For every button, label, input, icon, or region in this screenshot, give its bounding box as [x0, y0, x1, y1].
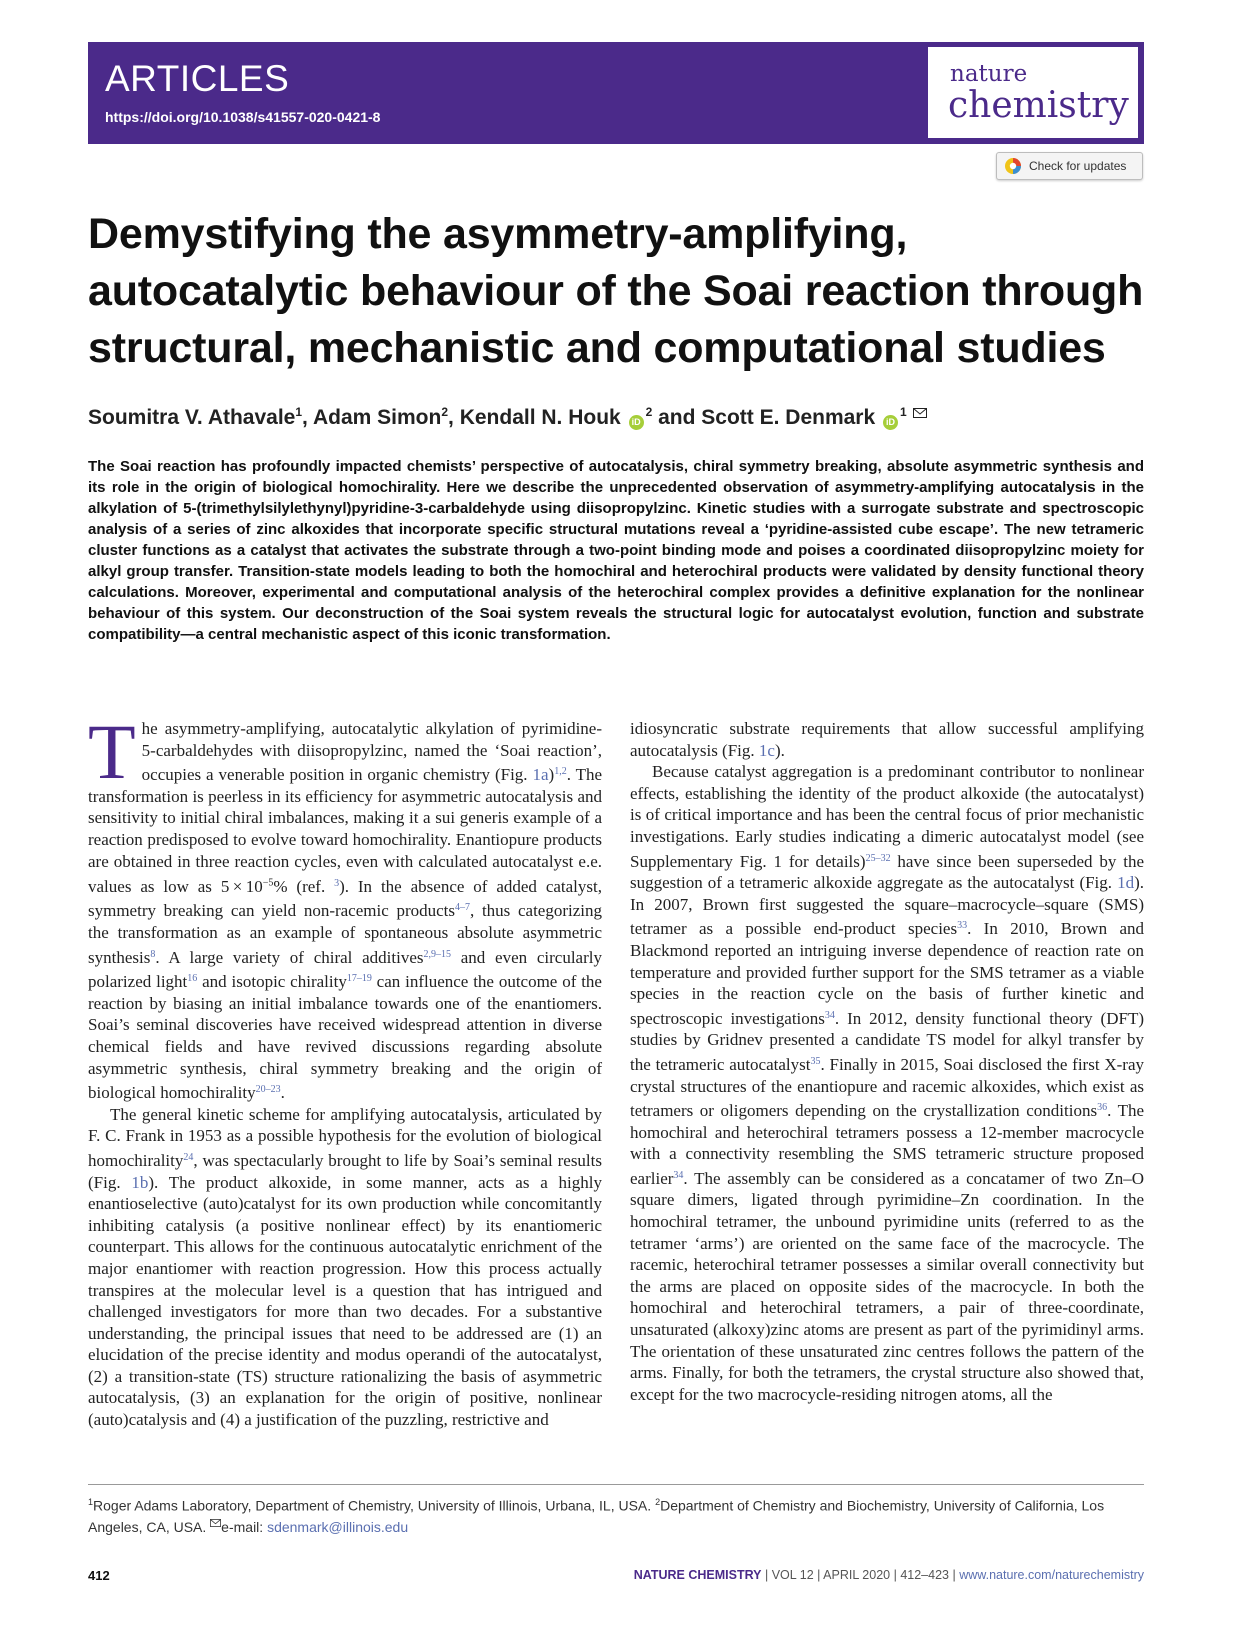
body-text: . The homochiral and heterochiral tetramers possess a 12-member macrocycle with a connectivity resembling the SMS tetrameric structure proposed earlier — [630, 1101, 1144, 1188]
citation-link[interactable]: 35 — [810, 1055, 821, 1067]
citation-link[interactable]: 4–7 — [455, 902, 471, 914]
affiliations-footnote: $^1$Roger Adams Laboratory, Department of Chemistry, University of Illinois, Urbana, IL, USA. $^2$Department of Chemistry and Biochemistry, University of California, Los Angeles, CA, USA. e-mail: sdenmark@illinois.edu — [88, 1497, 1105, 1535]
journal-footer: NATURE CHEMISTRY | VOL 12 | APRIL 2020 | 412–423 | www.nature.com/naturechemistry — [633, 1568, 1144, 1582]
author-name[interactable]: Soumitra V. Athavale — [88, 406, 296, 429]
body-text: . — [280, 1083, 285, 1103]
body-text: ). — [774, 740, 785, 760]
body-text: . Finally in 2015, Soai disclosed the first X-ray crystal structures of the enantiopure and racemic alkoxides, which exist as tetramers or oligomers depending on the crystallization conditions — [630, 1054, 1144, 1121]
citation-link[interactable]: 33 — [957, 920, 968, 932]
body-paragraph — [630, 761, 1144, 1405]
body-text: . In 2010, Brown and Blackmond reported an intriguing inverse dependence of reaction rate on temperature and provided further support for the SMS tetramer as a viable species in the reaction cycle on the basis of further kinetic and spectroscopic investigations — [630, 919, 1144, 1028]
doi-link[interactable]: https://doi.org/10.1038/s41557-020-0421-8 — [105, 109, 381, 125]
footer-pages: 412–423 — [900, 1568, 949, 1582]
figure-link[interactable]: 1a — [532, 765, 549, 785]
citation-link[interactable]: 8 — [150, 948, 156, 960]
affiliation-1: Roger Adams Laboratory, Department of Chemistry, University of Illinois, Urbana, IL, USA. — [93, 1497, 656, 1514]
author-name[interactable]: Adam Simon — [312, 406, 442, 429]
author-affiliation: 1 — [295, 405, 303, 419]
author-name[interactable]: Kendall N. Houk — [459, 406, 621, 429]
abstract: The Soai reaction has profoundly impacted chemists’ perspective of autocatalysis, chiral symmetry breaking, absolute asymmetric synthesis and its role in the origin of biological homochirality. Here we describe the unprecedented observation of asymmetry-amplifying autocatalysis in the alkylation of 5-(trimethylsilylethynyl)pyridine-3-carbaldehyde using diisopropylzinc. Kinetic studies with a surrogate substrate and spectroscopic analysis of a series of zinc alkoxides that incorporate specific structural mutations reveal a ‘pyridine-assisted cube escape’. The new tetrameric cluster functions as a catalyst that activates the substrate through a two-point binding mode and poises a coordinated diisopropylzinc moiety for alkyl group transfer. Transition-state models leading to both the homochiral and heterochiral products were validated by density functional theory calculations. Moreover, experimental and computational analysis of the heterochiral complex provides a definitive explanation for the nonlinear behaviour of this system. Our deconstruction of the Soai system reveals the structural logic for autocatalyst evolution, function and substrate compatibility—a central mechanistic aspect of this iconic transformation. — [88, 458, 1144, 643]
citation-link[interactable]: 1,2 — [554, 766, 567, 778]
citation-link[interactable]: 34 — [824, 1009, 835, 1021]
figure-link[interactable]: 1b — [131, 1172, 149, 1192]
body-text: % (ref. — [273, 876, 335, 896]
body-paragraph — [88, 708, 603, 1104]
body-text: and even circularly polarized light — [88, 947, 602, 992]
citation-link[interactable]: 2,9–15 — [423, 948, 452, 960]
check-updates-button[interactable] — [996, 152, 1143, 180]
author-list: Soumitra V. Athavale$^1$, Adam Simon$^2$, Kendall N. Houk $iD^2$ and Scott E. Denmark $iD^1$ — [88, 405, 1148, 430]
body-text: ). In the absence of added catalyst, symmetry breaking can yield non-racemic products — [88, 876, 602, 921]
footnote-divider — [88, 1484, 1144, 1485]
citation-link[interactable]: 25–32 — [865, 852, 891, 864]
journal-logo-line2: chemistry — [948, 85, 1129, 126]
email-link[interactable]: sdenmark@illinois.edu — [267, 1518, 409, 1535]
journal-logo-line1: nature — [950, 61, 1028, 87]
figure-link[interactable]: 1c — [758, 740, 775, 760]
citation-link[interactable]: 3 — [334, 877, 340, 889]
figure-link[interactable]: 1d — [1117, 873, 1135, 893]
body-text: idiosyncratic substrate requirements that allow successful amplifying autocatalysis (Fig. — [630, 719, 1144, 760]
page-number: 412 — [88, 1568, 110, 1583]
footer-volume: VOL 12 — [771, 1568, 814, 1582]
author-affiliation: 2 — [441, 405, 448, 419]
superscript: −5 — [262, 877, 274, 889]
citation-link[interactable]: 34 — [673, 1169, 684, 1181]
body-text: , thus categorizing the transformation as an example of spontaneous absolute asymmetric synthesis — [88, 901, 603, 967]
check-updates-label: Check for updates — [1029, 159, 1127, 173]
body-text: and isotopic chirality — [197, 972, 347, 992]
citation-link[interactable]: 36 — [1097, 1102, 1108, 1114]
article-title: Demystifying the asymmetry-amplifying, autocatalytic behaviour of the Soai reaction through structural, mechanistic and computational studies — [88, 210, 1144, 372]
footer-date: APRIL 2020 — [823, 1568, 891, 1582]
drop-cap: T — [88, 708, 136, 795]
citation-link[interactable]: 16 — [187, 973, 198, 985]
body-text: , was spectacularly brought to life by Soai’s seminal results (Fig. — [88, 1150, 602, 1192]
envelope-icon[interactable] — [913, 408, 927, 418]
body-text: . The assembly can be considered as a concatamer of two Zn–O square dimers, ligated through pyrimidine–Zn coordination. In the homochiral tetramer, the unbound pyrimidine units (referred to as the tetramer ‘arms’) are oriented on the same face of the macrocycle. The racemic, heterochiral tetramer possesses a similar overall connectivity but the arms are placed on opposite sides of the macrocycle. In both the homochiral and heterochiral tetramers, a pair of three-coordinate, unsaturated (alkoxy)zinc atoms are present as part of the pyrimidinyl arms. The orientation of these unsaturated zinc centres follows the pattern of the arms. Finally, for both the tetramers, the crystal structure also showed that, except for the two macrocycle-residing nitrogen atoms, all the — [630, 1168, 1144, 1404]
body-column-right — [630, 718, 1144, 1405]
body-text: ). The product alkoxide, in some manner, acts as a highly enantioselective (auto)catalyst for its own production while concomitantly inhibiting catalysis (a positive nonlinear effect) by its enantiomeric counterpart. This allows for the continuous autocatalytic enrichment of the major enantiomer with reaction progression. How this process actually transpires at the molecular level is a question that has intrigued and challenged investigators for more than two decades. For a substantive understanding, the principal issues that need to be addressed are (1) an elucidation of the precise identity and modus operandi of the autocatalyst, (2) a transition-state (TS) structure rationalizing the basis of asymmetric autocatalysis, (3) an explanation for the origin of positive, nonlinear (auto)catalysis and (4) a justification of the puzzling, restrictive and — [88, 1172, 602, 1430]
body-text: The general kinetic scheme for amplifying autocatalysis, articulated by F. C. Frank in 1953 as a possible hypothesis for the evolution of biological homochirality — [88, 1104, 602, 1170]
body-text: have since been superseded by the suggestion of a tetrameric alkoxide aggregate as the autocatalyst (Fig. — [630, 851, 1144, 893]
crossmark-icon — [1004, 157, 1022, 175]
body-text: Because catalyst aggregation is a predominant contributor to nonlinear effects, establishing the identity of the product alkoxide (the autocatalyst) is of critical importance and has been the central focus of prior mechanistic investigations. Early studies indicating a dimeric autocatalyst model (see Supplementary Fig. 1 for details) — [630, 762, 1144, 871]
citation-link[interactable]: 24 — [183, 1151, 194, 1163]
body-text: . In 2012, density functional theory (DFT) studies by Gridnev presented a candidate TS model for alkyl transfer by the tetrameric autocatalyst — [630, 1008, 1144, 1074]
body-text: he asymmetry-amplifying, autocatalytic alkylation of pyrimidine-5-carbaldehydes with diisopropylzinc, named the ‘Soai reaction’, occupies a venerable position in organic chemistry (Fig. — [141, 719, 602, 785]
citation-link[interactable]: 17–19 — [346, 973, 372, 985]
body-text: ). In 2007, Brown first suggested the square–macrocycle–square (SMS) tetramer as a possible end-product species — [630, 873, 1144, 939]
author-name[interactable]: Scott E. Denmark — [701, 406, 876, 429]
body-text: . A large variety of chiral additives — [155, 947, 424, 967]
footer-journal-name: NATURE CHEMISTRY — [633, 1568, 762, 1582]
affiliation-2: Department of Chemistry and Biochemistry, University of California, Los Angeles, CA, USA. — [88, 1497, 1105, 1535]
body-text: ) — [548, 765, 555, 785]
orcid-icon[interactable]: iD — [629, 415, 644, 430]
author-affiliation: 1 — [900, 405, 907, 419]
journal-logo[interactable] — [927, 46, 1139, 139]
body-text: . The transformation is peerless in its efficiency for asymmetric autocatalysis and sensitivity to initial chiral imbalances, making it a sui generis example of a reaction predisposed to evolve toward homochirality. Enantiopure products are obtained in three reaction cycles, even with calculated autocatalyst e.e. values as low as 5 × 10 — [88, 765, 603, 896]
email-label: e-mail: — [221, 1518, 268, 1535]
body-column-left — [88, 708, 603, 1431]
author-affiliation: 2 — [645, 405, 653, 419]
body-paragraph — [630, 718, 1144, 761]
citation-link[interactable]: 20–23 — [255, 1084, 281, 1096]
orcid-icon[interactable]: iD — [883, 415, 898, 430]
body-paragraph — [88, 1104, 602, 1431]
section-label: ARTICLES — [105, 58, 290, 99]
envelope-icon — [210, 1519, 221, 1527]
body-text: can influence the outcome of the reaction by biasing an initial imbalance towards one of the enantiomers. Soai’s seminal discoveries have received widespread attention in diverse chemical fields and have revived discussions regarding absolute asymmetric synthesis, chiral symmetry breaking and the origin of biological homochirality — [88, 972, 602, 1103]
footer-journal-url[interactable]: www.nature.com/naturechemistry — [959, 1568, 1144, 1582]
